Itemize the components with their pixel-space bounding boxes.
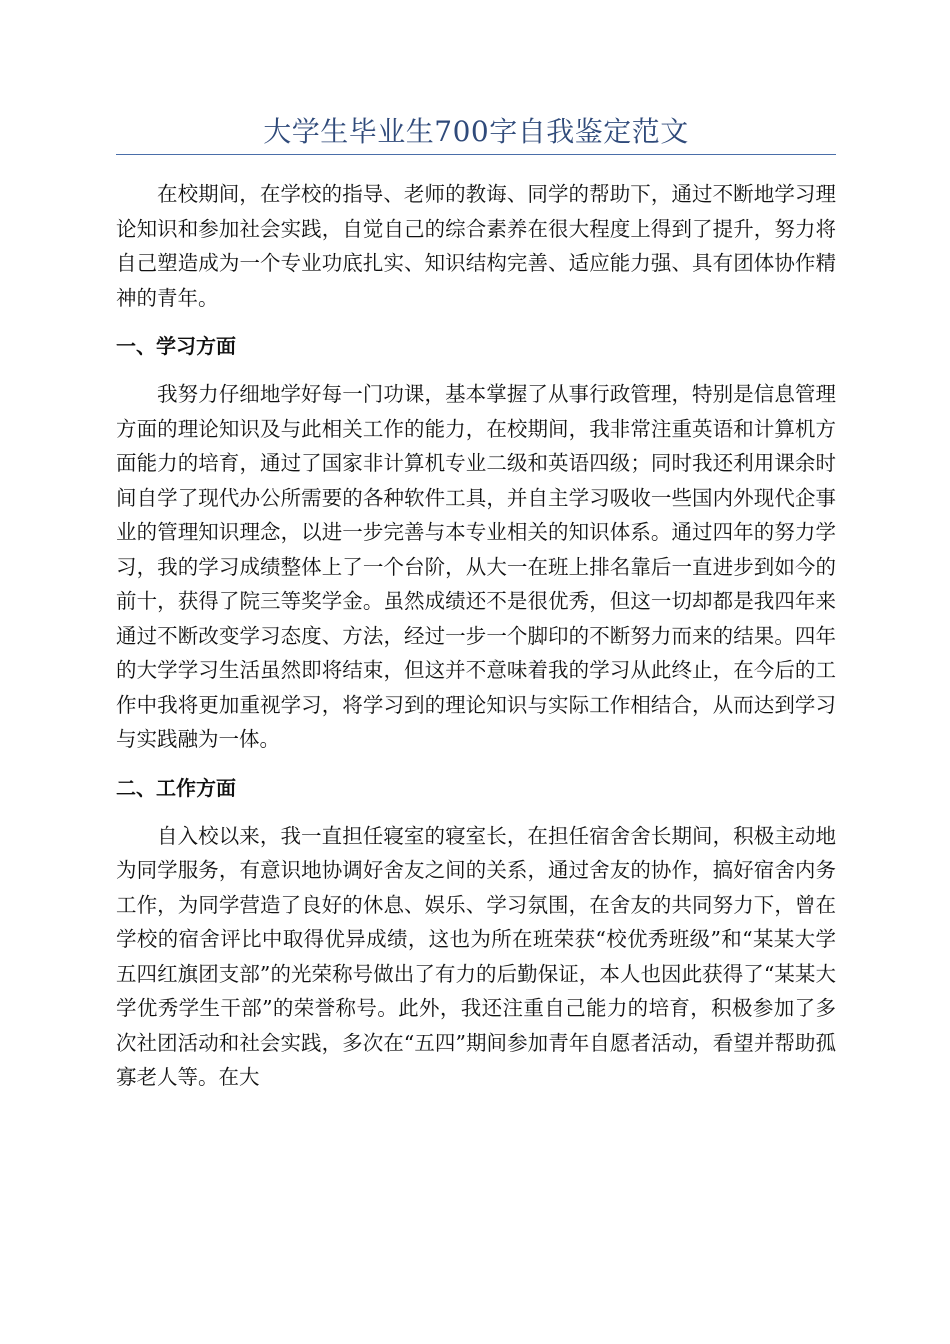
section-heading-work: 二、工作方面 [116, 775, 236, 800]
intro-paragraph: 在校期间，在学校的指导、老师的教诲、同学的帮助下，通过不断地学习理论知识和参加社会实践，自觉自己的综合素养在很大程度上得到了提升，努力将自己塑造成为一个专业功底扎实、知识结构完善、适应能力强、具有团体协作精神的青年。 [116, 182, 836, 310]
document-content [116, 112, 836, 1095]
section-heading-study: 一、学习方面 [116, 334, 236, 358]
section-body-work: 自入校以来，我一直担任寝室的寝室长，在担任宿舍舍长期间，积极主动地为同学服务，有意识地协调好舍友之间的关系，通过舍友的协作，搞好宿舍内务工作，为同学营造了良好的休息、娱乐、学习氛围，在舍友的共同努力下，曾在学校的宿舍评比中取得优异成绩，这也为所在班荣获“校优秀班级”和“某某大学五四红旗团支部”的光荣称号做出了有力的后勤保证，本人也因此获得了“某某大学优秀学生干部”的荣誉称号。此外，我还注重自己能力的培育，积极参加了多次社团活动和社会实践，多次在“五四”期间参加青年自愿者活动，看望并帮助孤寡老人等。在大 [116, 823, 836, 1089]
section-body-study: 我努力仔细地学好每一门功课，基本掌握了从事行政管理，特别是信息管理方面的理论知识及与此相关工作的能力，在校期间，我非常注重英语和计算机方面能力的培育，通过了国家非计算机专业二级和英语四级；同时我还利用课余时间自学了现代办公所需要的各种软件工具，并自主学习吸收一些国内外现代企事业的管理知识理念，以进一步完善与本专业相关的知识体系。通过四年的努力学习，我的学习成绩整体上了一个台阶，从大一在班上排名靠后一直进步到如今的前十，获得了院三等奖学金。虽然成绩还不是很优秀，但这一切却都是我四年来通过不断改变学习态度、方法，经过一步一个脚印的不断努力而来的结果。四年的大学学习生活虽然即将结束，但这并不意味着我的学习从此终止，在今后的工作中我将更加重视学习，将学习到的理论知识与实际工作相结合，从而达到学习与实践融为一体。 [116, 382, 836, 751]
document-title: 大学生毕业生700字自我鉴定范文 [263, 115, 689, 148]
title-underline [116, 154, 836, 155]
